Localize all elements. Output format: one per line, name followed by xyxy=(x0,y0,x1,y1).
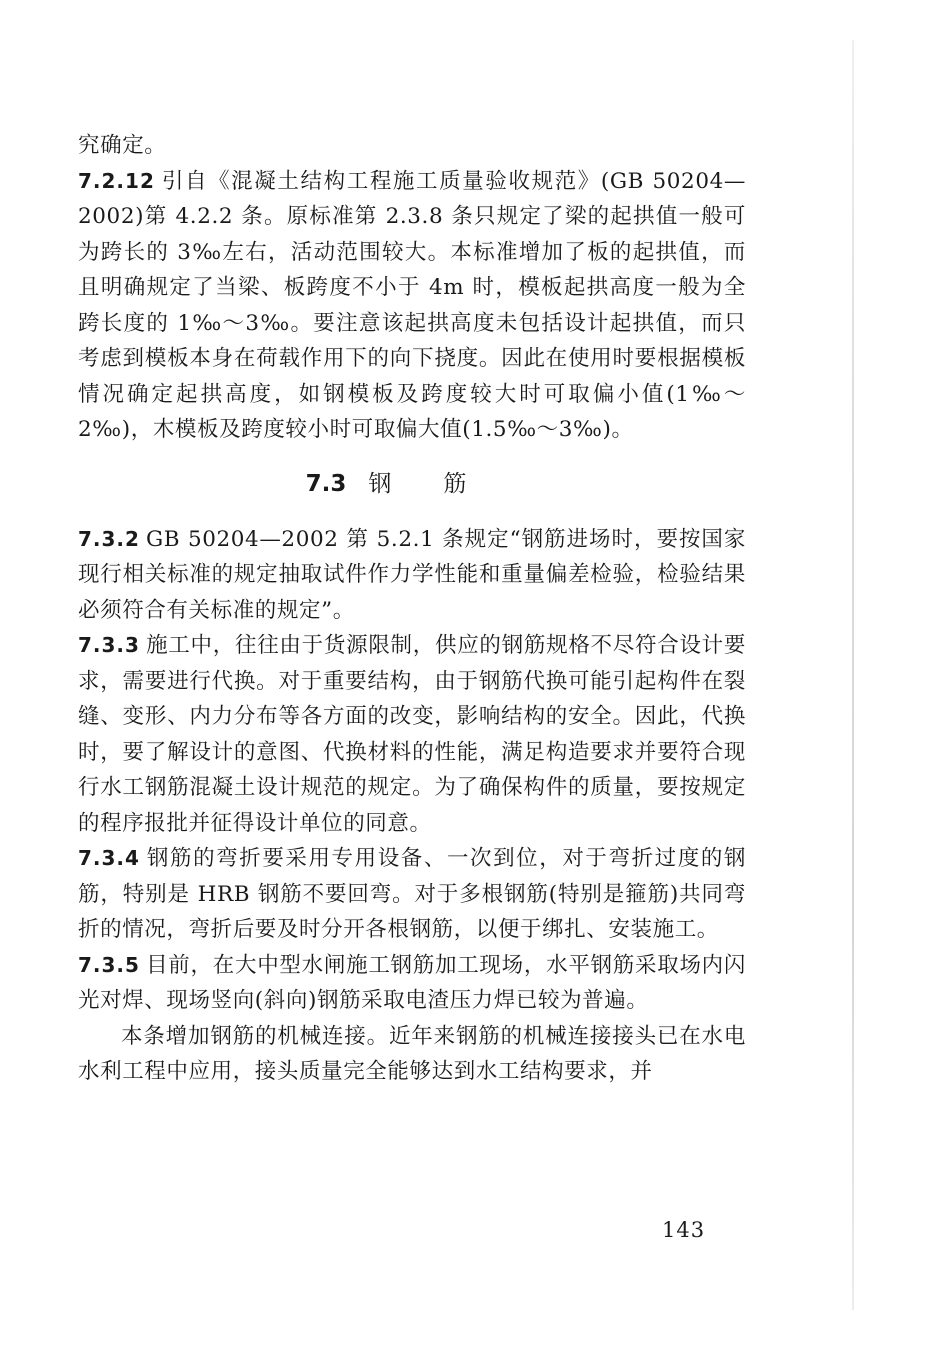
clause-7-2-12 xyxy=(78,164,746,448)
clause-text: 钢筋的弯折要采用专用设备、一次到位，对于弯折过度的钢筋，特别是 HRB 钢筋不要回弯。对于多根钢筋(特别是箍筋)共同弯折的情况，弯折后要及时分开各根钢筋，以便于绑扎、安装施工。 xyxy=(78,846,746,942)
clause-7-3-2 xyxy=(78,522,746,629)
clause-number: 7.3.5 xyxy=(78,952,140,977)
paragraph-continuation xyxy=(78,128,746,164)
clause-7-3-5-continued xyxy=(78,1019,746,1090)
clause-number: 7.2.12 xyxy=(78,168,155,193)
clause-7-3-5 xyxy=(78,948,746,1019)
clause-number: 7.3.4 xyxy=(78,846,140,870)
page-number: 143 xyxy=(662,1218,706,1242)
clause-text: GB 50204—2002 第 5.2.1 条规定“钢筋进场时，要按国家现行相关标准的规定抽取试件作力学性能和重量偏差检验，检验结果必须符合有关标准的规定”。 xyxy=(78,526,746,623)
paragraph-text: 究确定。 xyxy=(78,133,167,158)
document-body xyxy=(78,128,746,1090)
section-heading xyxy=(78,466,746,502)
clause-number: 7.3.2 xyxy=(78,526,140,551)
clause-number: 7.3.3 xyxy=(78,633,140,657)
clause-7-3-4 xyxy=(78,841,746,948)
clause-text: 引自《混凝土结构工程施工质量验收规范》(GB 50204—2002)第 4.2.2 条。原标准第 2.3.8 条只规定了梁的起拱值一般可为跨长的 3‰左右，活动范围较大。本标准增加了板的起拱值，而且明确规定了当梁、板跨度不小于 4m 时，模板起拱高度一般为全跨长度的 1‰～3‰。要注意该起拱高度未包括设计起拱值，而只考虑到模板本身在荷载作用下的向下挠度。因此在使用时要根据模板情况确定起拱高度，如钢模板及跨度较大时可取偏小值(1‰～2‰)，木模板及跨度较小时可取偏大值(1.5‰～3‰)。 xyxy=(78,168,746,442)
page-binding-edge xyxy=(852,40,854,1310)
clause-text: 施工中，往往由于货源限制，供应的钢筋规格不尽符合设计要求，需要进行代换。对于重要结构，由于钢筋代换可能引起构件在裂缝、变形、内力分布等各方面的改变，影响结构的安全。因此，代换时，要了解设计的意图、代换材料的性能，满足构造要求并要符合现行水工钢筋混凝土设计规范的规定。为了确保构件的质量，要按规定的程序报批并征得设计单位的同意。 xyxy=(78,633,746,836)
paragraph-text: 本条增加钢筋的机械连接。近年来钢筋的机械连接接头已在水电水利工程中应用，接头质量完全能够达到水工结构要求，并 xyxy=(78,1023,746,1084)
section-title: 钢筋 xyxy=(368,470,519,497)
clause-7-3-3 xyxy=(78,628,746,841)
clause-text: 目前，在大中型水闸施工钢筋加工现场，水平钢筋采取场内闪光对焊、现场竖向(斜向)钢筋采取电渣压力焊已较为普遍。 xyxy=(78,952,746,1013)
section-number: 7.3 xyxy=(305,470,347,497)
